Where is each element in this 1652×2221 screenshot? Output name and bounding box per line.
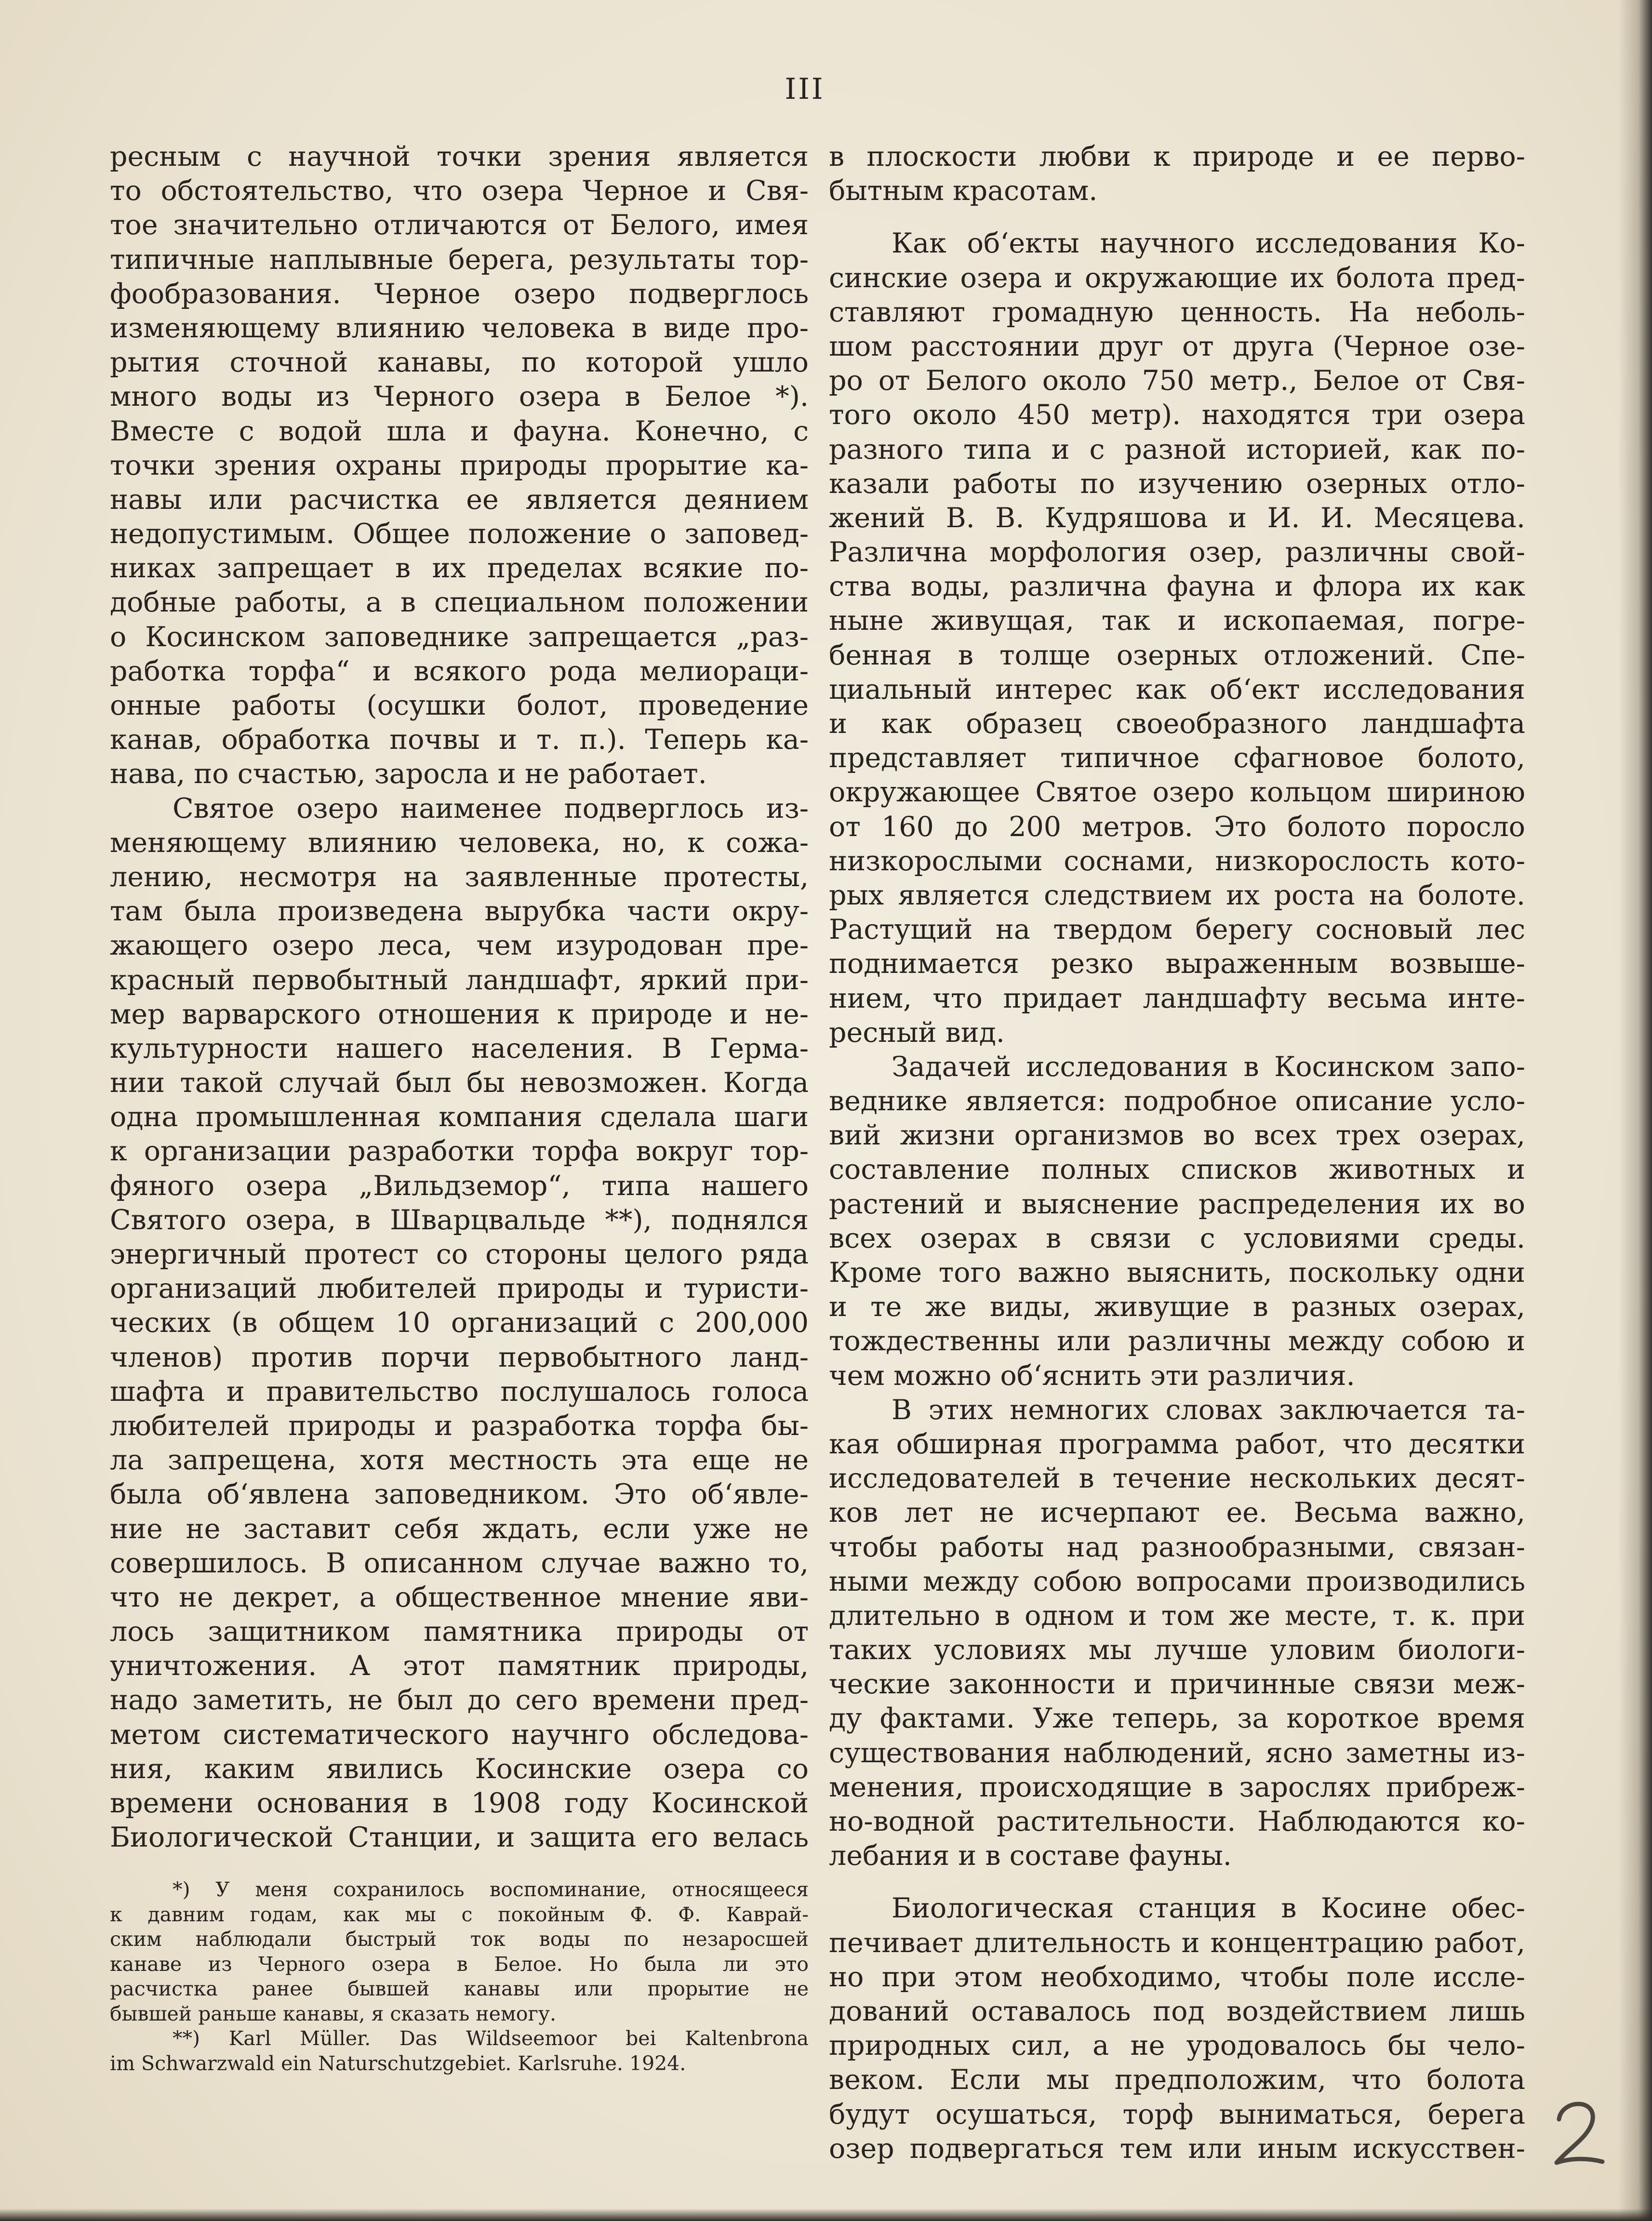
text-line: навы или расчистка ее является деянием (110, 483, 809, 516)
text-line: Святое озеро наименее подверглось из- (173, 792, 809, 825)
text-line: существования наблюдений, ясно заметны из- (829, 1737, 1525, 1769)
text-line: одна промышленная компания сделала шаги (110, 1101, 809, 1133)
footnote-line: ским наблюдали быстрый ток воды по незаросшей (110, 1928, 809, 1951)
text-line: лению, несмотря на заявленные протесты, (110, 861, 809, 893)
text-line: времени основания в 1908 году Косинской (110, 1787, 809, 1819)
paragraph-gap (829, 208, 1525, 226)
text-line: того около 450 метр). находятся три озера (829, 399, 1525, 431)
text-line: тое значительно отличаются от Белого, имея (110, 209, 809, 241)
page-number: III (785, 72, 825, 106)
text-line: меняющему влиянию человека, но, к сожа- (110, 826, 809, 859)
text-line: ными между собою вопросами производились (829, 1565, 1525, 1597)
text-line: Святого озера, в Шварцвальде **), поднялся (110, 1204, 809, 1236)
text-line: что не декрет, а общественное мнение яви- (110, 1581, 809, 1613)
handwritten-page-mark (1549, 2090, 1607, 2168)
text-line: ческих (в общем 10 организаций с 200,000 (110, 1307, 809, 1339)
footnotes (110, 1877, 809, 2076)
text-line: ков лет не исчерпают ее. Весьма важно, (829, 1497, 1525, 1529)
text-line: типичные наплывные берега, результаты тор- (110, 243, 809, 276)
text-line: казали работы по изучению озерных отло- (829, 467, 1525, 500)
text-line: шом расстоянии друг от друга (Черное озе- (829, 330, 1525, 362)
text-line: исследователей в течение нескольких десят- (829, 1463, 1525, 1495)
footnote-line: расчистка ранее бывшей канавы или прорытие не (110, 1977, 809, 2000)
text-line: лось защитником памятника природы от (110, 1616, 809, 1648)
text-line: ресный вид. (829, 1016, 1005, 1049)
text-line: но-водной растительности. Наблюдаются ко- (829, 1806, 1525, 1837)
text-line: надо заметить, не был до сего времени пред- (110, 1684, 809, 1716)
footnote-line: **) Karl Müller. Das Wildseemoor bei Kaltenbrona (173, 2027, 809, 2050)
text-line: Задачей исследования в Косинском запо- (892, 1051, 1525, 1083)
text-line: вий жизни организмов во всех трех озерах, (829, 1119, 1525, 1152)
text-line: природных сил, а не уродовалось бы чело- (829, 2030, 1525, 2062)
text-line: ства воды, различна фауна и флора их как (829, 571, 1525, 603)
text-line: работка торфа“ и всякого рода мелиораци- (110, 655, 809, 687)
text-line: недопустимым. Общее положение о заповед- (110, 518, 809, 550)
text-line: от 160 до 200 метров. Это болото поросло (829, 811, 1525, 843)
page-bottom-edge (0, 2208, 1652, 2221)
left-column (110, 140, 809, 1855)
text-line: и те же виды, живущие в разных озерах, (829, 1291, 1525, 1323)
text-line: канав, обработка почвы и т. п.). Теперь ка- (110, 724, 809, 756)
text-line: дований оставалось под воздействием лишь (829, 1995, 1525, 2027)
footnote-line: к давним годам, как мы с покойным Ф. Ф. Каврай- (110, 1902, 809, 1926)
page-edge-shadow (1618, 0, 1652, 2221)
text-line: добные работы, а в специальном положении (110, 586, 809, 619)
text-line: уничтожения. А этот памятник природы, (110, 1650, 809, 1682)
text-line: Кроме того важно выяснить, поскольку одни (829, 1257, 1525, 1289)
text-line: Различна морфология озер, различны свой- (829, 536, 1525, 569)
text-line: ставляют громадную ценность. На неболь- (829, 296, 1525, 328)
text-line: ду фактами. Уже теперь, за короткое время (829, 1702, 1525, 1735)
footnote-line: канаве из Черного озера в Белое. Но была ли это (110, 1952, 809, 1976)
text-line: Как об‘екты научного исследования Ко- (892, 227, 1525, 260)
text-line: в плоскости любви к природе и ее перво- (829, 141, 1525, 173)
text-line: совершилось. В описанном случае важно то, (110, 1547, 809, 1579)
text-line: шафта и правительство послушалось голоса (110, 1375, 809, 1408)
text-line: Вместе с водой шла и фауна. Конечно, с (110, 415, 809, 447)
text-line: будут осушаться, торф выниматься, берега (829, 2098, 1525, 2130)
footnote-line: *) У меня сохранилось воспоминание, относящееся (173, 1878, 809, 1901)
text-line: синские озера и окружающие их болота пред- (829, 262, 1525, 294)
footnote-line: im Schwarzwald ein Naturschutzgebiet. Karlsruhe. 1924. (110, 2051, 686, 2075)
text-line: энергичный протест со стороны целого ряда (110, 1238, 809, 1270)
text-line: была об‘явлена заповедником. Это об‘явле- (110, 1478, 809, 1511)
text-line: любителей природы и разработка торфа бы- (110, 1410, 809, 1442)
text-line: Биологической Станции, и защита его велась (110, 1822, 809, 1854)
right-column (829, 140, 1525, 2166)
text-line: о Косинском заповеднике запрещается „раз- (110, 621, 809, 653)
text-line: веком. Если мы предположим, что болота (829, 2064, 1525, 2096)
text-line: там была произведена вырубка части окру- (110, 895, 809, 928)
text-line: но при этом необходимо, чтобы поле иссле- (829, 1961, 1525, 1993)
text-line: тождественны или различны между собою и (829, 1325, 1525, 1357)
text-line: чем можно об‘яснить эти различия. (829, 1359, 1355, 1392)
text-line: нием, что придает ландшафту весьма инте- (829, 982, 1525, 1014)
text-line: ресным с научной точки зрения является (110, 141, 809, 173)
text-line: разного типа и с разной историей, как по- (829, 433, 1525, 465)
text-line: ла запрещена, хотя местность эта еще не (110, 1444, 809, 1476)
text-line: растений и выяснение распределения их во (829, 1188, 1525, 1220)
text-line: фяного озера „Вильдземор“, типа нашего (110, 1170, 809, 1202)
text-line: нии такой случай был бы невозможен. Когда (110, 1067, 809, 1099)
text-line: озер подвергаться тем или иным искусствен- (829, 2132, 1525, 2165)
text-line: и как образец своеобразного ландшафта (829, 708, 1525, 740)
text-line: составление полных списков животных и (829, 1154, 1525, 1186)
text-line: метом систематического научнго обследова- (110, 1718, 809, 1751)
text-line: всех озерах в связи с условиями среды. (829, 1222, 1525, 1254)
text-line: мер варварского отношения к природе и не- (110, 998, 809, 1030)
text-line: красный первобытный ландшафт, яркий при- (110, 964, 809, 996)
text-line: ческие законности и причинные связи меж- (829, 1668, 1525, 1701)
text-line: веднике является: подробное описание усло- (829, 1085, 1525, 1117)
text-line: ние не заставит себя ждать, если уже не (110, 1513, 809, 1545)
text-line: поднимается резко выраженным возвыше- (829, 948, 1525, 980)
text-line: кая обширная программа работ, что десятки (829, 1428, 1525, 1460)
text-line: много воды из Черного озера в Белое *). (110, 381, 809, 413)
text-line: жений В. В. Кудряшова и И. И. Месяцева. (829, 502, 1525, 534)
text-line: менения, происходящие в зарослях прибреж- (829, 1771, 1525, 1803)
text-line: культурности нашего населения. В Герма- (110, 1032, 809, 1064)
text-line: окружающее Святое озеро кольцом шириною (829, 776, 1525, 809)
text-line: онные работы (осушки болот, проведение (110, 690, 809, 721)
text-line: организаций любителей природы и туристи- (110, 1273, 809, 1305)
text-line: точки зрения охраны природы прорытие ка- (110, 449, 809, 481)
text-line: к организации разработки торфа вокруг тор- (110, 1135, 809, 1168)
text-line: никах запрещает в их пределах всякие по- (110, 552, 809, 585)
text-line: печивает длительность и концентрацию работ, (829, 1927, 1525, 1959)
text-line: жающего озеро леса, чем изуродован пре- (110, 930, 809, 962)
text-line: фообразования. Черное озеро подверглось (110, 278, 809, 310)
text-line: бенная в толще озерных отложений. Спе- (829, 639, 1525, 671)
paragraph-gap (829, 1873, 1525, 1891)
footnote-line: бывшей раньше канавы, я сказать немогу. (110, 2002, 557, 2025)
text-line: ния, каким явились Косинские озера со (110, 1753, 809, 1785)
text-line: чтобы работы над разнообразными, связан- (829, 1531, 1525, 1563)
text-line: В этих немногих словах заключается та- (892, 1394, 1525, 1426)
text-line: членов) против порчи первобытного ланд- (110, 1341, 809, 1373)
text-line: циальный интерес как об‘ект исследования (829, 673, 1525, 705)
text-line: нава, по счастью, заросла и не работает. (110, 758, 707, 790)
text-line: длительно в одном и том же месте, т. к. при (829, 1599, 1525, 1632)
text-line: ныне живущая, так и ископаемая, погре- (829, 605, 1525, 637)
text-line: Биологическая станция в Косине обес- (892, 1892, 1525, 1925)
text-line: рых является следствием их роста на болоте. (829, 879, 1525, 911)
text-line: ро от Белого около 750 метр., Белое от Свя- (829, 365, 1525, 397)
text-line: таких условиях мы лучше уловим биологи- (829, 1634, 1525, 1666)
text-line: представляет типичное сфагновое болото, (829, 742, 1525, 774)
text-line: Растущий на твердом берегу сосновый лес (829, 914, 1525, 946)
text-line: то обстоятельство, что озера Черное и Свя- (110, 175, 809, 207)
text-line: рытия сточной канавы, по которой ушло (110, 346, 809, 379)
text-line: лебания и в составе фауны. (829, 1840, 1232, 1872)
text-line: низкорослыми соснами, низкорослость кото- (829, 845, 1525, 877)
text-line: изменяющему влиянию человека в виде про- (110, 312, 809, 344)
text-line: бытным красотам. (829, 175, 1098, 207)
